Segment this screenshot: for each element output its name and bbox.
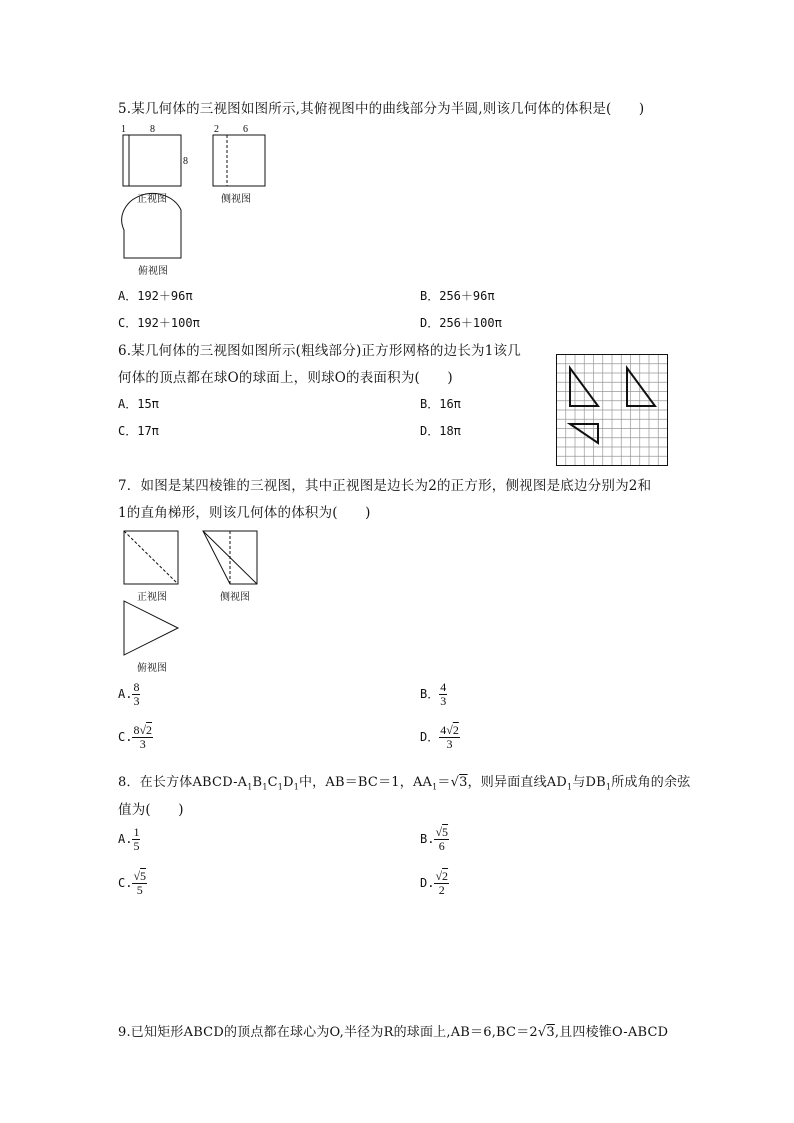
q5-option-c: C．192＋100π	[118, 316, 200, 330]
q7-stem-line2: 1的直角梯形，则该几何体的体积为( )	[118, 505, 371, 521]
q5-dim-8-top: 8	[150, 124, 155, 135]
q6-option-a: A．15π	[118, 397, 159, 411]
q9-stem: 9.已知矩形ABCD的顶点都在球心为O,半径为R的球面上,AB＝6,BC＝2√3,且四棱锥O-ABCD	[118, 1025, 669, 1040]
q8-stem-line1: 8．在长方体ABCD-$A_1B_1C_1D_1$中，AB＝BC＝1，$AA_1=√3$，则异面直线$AD_1$与$DB_1$所成角的余弦	[118, 775, 691, 792]
q7-option-b: B． $\frac{4}{3}$	[420, 680, 447, 708]
q6-option-c: C．17π	[118, 424, 159, 438]
q5-option-a: A．192＋96π	[118, 289, 193, 303]
q5-top-label: 俯视图	[138, 266, 168, 277]
q8-stem-line2: 值为( )	[118, 802, 184, 818]
q5-front-label: 正视图	[137, 194, 167, 205]
q8-option-a: A. $\frac{1}{5}$	[118, 825, 140, 853]
q7-top-view	[124, 601, 178, 655]
q5-option-d: D．256＋100π	[420, 316, 502, 330]
q5-dim-1: 1	[121, 124, 126, 135]
q8-option-d: D. $\frac{√2}{2}$	[420, 869, 449, 897]
q6-option-d: D．18π	[420, 424, 461, 438]
q7-side-label: 侧视图	[220, 592, 250, 603]
q5-dim-2: 2	[214, 124, 219, 135]
q8-option-c: C. $\frac{√5}{5}$	[118, 869, 147, 897]
q7-front-label: 正视图	[137, 592, 167, 603]
q8-option-b: B. $\frac{√5}{6}$	[420, 825, 449, 853]
q6-option-b: B．16π	[420, 397, 461, 411]
q5-dim-8-side: 8	[183, 156, 188, 167]
q7-option-a: A. $\frac{8}{3}$	[118, 680, 140, 708]
q5-side-label: 侧视图	[221, 194, 251, 205]
q7-option-c: C. $\frac{8√2}{3}$	[118, 723, 153, 751]
q7-stem-line1: 7．如图是某四棱锥的三视图，其中正视图是边长为2的正方形，侧视图是底边分别为2和	[118, 478, 652, 494]
q7-option-d: D． $\frac{4√2}{3}$	[420, 723, 459, 751]
q7-top-label: 俯视图	[137, 663, 167, 674]
q5-dim-6: 6	[243, 124, 248, 135]
q6-stem-line2: 何体的顶点都在球O的球面上，则球O的表面积为( )	[118, 370, 453, 386]
q5-option-b: B．256＋96π	[420, 289, 495, 303]
q7-front-dashed-diagonal	[124, 531, 178, 584]
q5-stem: 5.某几何体的三视图如图所示,其俯视图中的曲线部分为半圆,则该几何体的体积是( )	[118, 101, 645, 117]
q6-stem-line1: 6.某几何体的三视图如图所示(粗线部分)正方形网格的边长为1该几	[118, 343, 521, 359]
